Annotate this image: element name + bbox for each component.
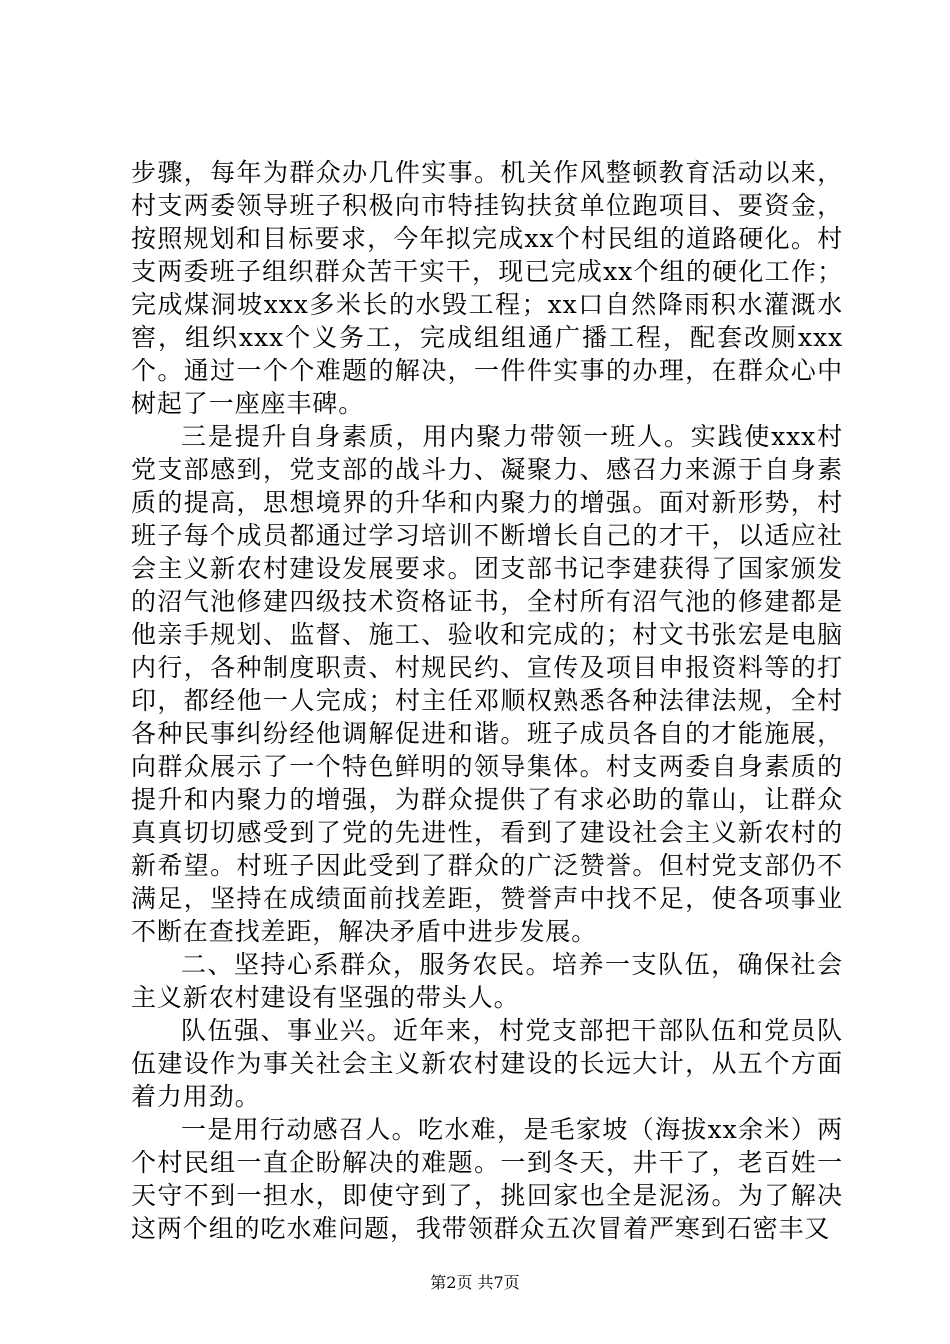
paragraph-2: 三是提升自身素质，用内聚力带领一班人。实践使xxx村党支部感到，党支部的战斗力、凝聚力、感召力来源于自身素质的提高，思想境界的升华和内聚力的增强。面对新形势，村班子每个成员都通过学习培训不断增长自己的才干，以适应社会主义新农村建设发展要求。团支部书记李建获得了国家颁发的沼气池修建四级技术资格证书，全村所有沼气池的修建都是他亲手规划、监督、施工、验收和完成的；村文书张宏是电脑内行，各种制度职责、村规民约、宣传及项目申报资料等的打印，都经他一人完成；村主任邓顺权熟悉各种法律法规，全村各种民事纠纷经他调解促进和谐。班子成员各自的才能施展，向群众展示了一个特色鲜明的领导集体。村支两委自身素质的提升和内聚力的增强，为群众提供了有求必助的靠山，让群众真真切切感受到了党的先进性，看到了建设社会主义新农村的新希望。村班子因此受到了群众的广泛赞誉。但村党支部仍不满足，坚持在成绩面前找差距，赞誉声中找不足，使各项事业不断在查找差距，解决矛盾中进步发展。 [131,422,843,946]
paragraph-3: 二、坚持心系群众，服务农民。培养一支队伍，确保社会主义新农村建设有坚强的带头人。 [131,950,843,1012]
page-number-footer: 第2页 共7页 [430,1273,520,1292]
document-body [131,156,843,1245]
paragraph-4: 队伍强、事业兴。近年来，村党支部把干部队伍和党员队伍建设作为事关社会主义新农村建设的长远大计，从五个方面着力用劲。 [131,1016,843,1111]
paragraph-5: 一是用行动感召人。吃水难，是毛家坡（海拔xx余米）两个村民组一直企盼解决的难题。一到冬天，井干了，老百姓一天守不到一担水，即使守到了，挑回家也全是泥汤。为了解决这两个组的吃水难问题，我带领群众五次冒着严寒到石密丰又 [131,1115,843,1243]
paragraph-1: 步骤，每年为群众办几件实事。机关作风整顿教育活动以来，村支两委领导班子积极向市特挂钩扶贫单位跑项目、要资金，按照规划和目标要求，今年拟完成xx个村民组的道路硬化。村支两委班子组织群众苦干实干，现已完成xx个组的硬化工作；完成煤洞坡xxx多米长的水毁工程；xx口自然降雨积水灌溉水窖，组织xxx个义务工，完成组组通广播工程，配套改厕xxx个。通过一个个难题的解决，一件件实事的办理，在群众心中树起了一座座丰碑。 [131,158,843,418]
